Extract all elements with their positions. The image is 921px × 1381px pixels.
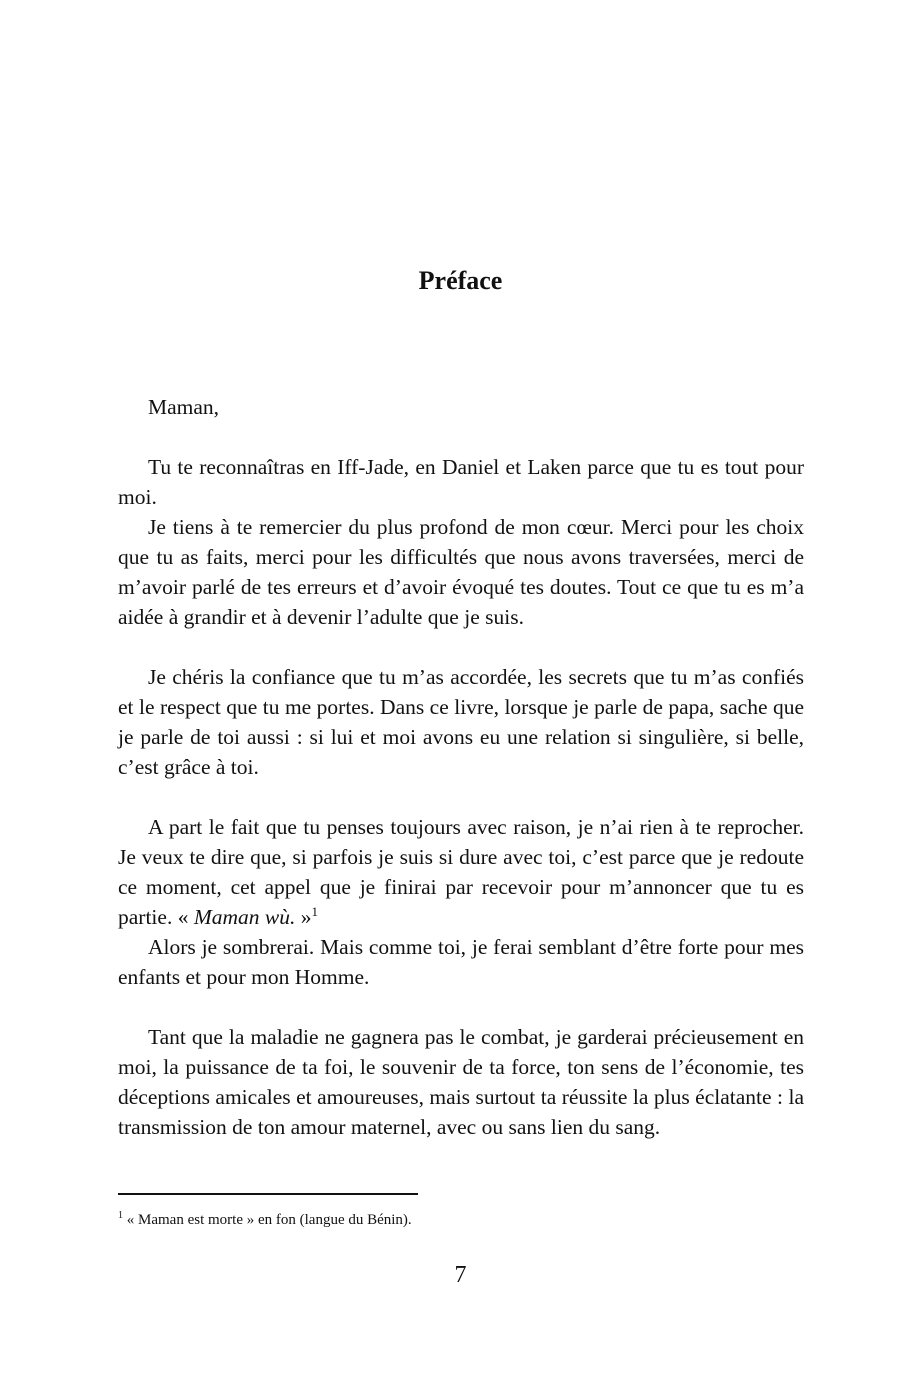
paragraph-4 bbox=[118, 812, 804, 932]
paragraph-4-text: A part le fait que tu penses toujours avec raison, je n’ai rien à te reprocher. Je veux te dire que, si parfois je suis si dure avec toi, c’est parce que je redoute ce moment, cet appel que je finirai par recevoir pour m’annoncer que tu es partie. « bbox=[118, 815, 804, 929]
closing-quote: » bbox=[295, 905, 312, 929]
quoted-phrase: Maman wù. bbox=[193, 905, 296, 929]
footnote-text: « Maman est morte » en fon (langue du Bénin). bbox=[123, 1212, 412, 1228]
paragraph-spacer bbox=[118, 632, 804, 662]
footnote-reference[interactable]: 1 bbox=[311, 904, 318, 919]
paragraph-6: Tant que la maladie ne gagnera pas le combat, je garderai précieusement en moi, la puissance de ta foi, le souvenir de ta force, ton sens de l’économie, tes déceptions amicales et amoureuses, mais surtout ta réussite la plus éclatante : la transmission de ton amour maternel, avec ou sans lien du sang. bbox=[118, 1025, 804, 1139]
paragraph-spacer bbox=[118, 782, 804, 812]
footnote-divider bbox=[118, 1193, 418, 1195]
page-title: Préface bbox=[418, 266, 503, 295]
paragraph-5: Alors je sombrerai. Mais comme toi, je ferai semblant d’être forte pour mes enfants et pour mon Homme. bbox=[118, 935, 804, 989]
page-number: 7 bbox=[454, 1262, 467, 1288]
preface-body bbox=[118, 392, 804, 1142]
salutation: Maman, bbox=[148, 395, 220, 419]
footnote-marker: 1 bbox=[118, 1210, 123, 1221]
paragraph-1: Tu te reconnaîtras en Iff-Jade, en Daniel et Laken parce que tu es tout pour moi. bbox=[118, 455, 804, 509]
footnote bbox=[118, 1210, 804, 1230]
paragraph-spacer bbox=[118, 422, 804, 452]
paragraph-3: Je chéris la confiance que tu m’as accordée, les secrets que tu m’as confiés et le respect que tu me portes. Dans ce livre, lorsque je parle de papa, sache que je parle de toi aussi : si lui et moi avons eu une relation si singulière, si belle, c’est grâce à toi. bbox=[118, 665, 804, 779]
paragraph-2: Je tiens à te remercier du plus profond de mon cœur. Merci pour les choix que tu as faits, merci pour les difficultés que nous avons traversées, merci de m’avoir parlé de tes erreurs et d’avoir évoqué tes doutes. Tout ce que tu es m’a aidée à grandir et à devenir l’adulte que je suis. bbox=[118, 515, 804, 629]
paragraph-spacer bbox=[118, 992, 804, 1022]
